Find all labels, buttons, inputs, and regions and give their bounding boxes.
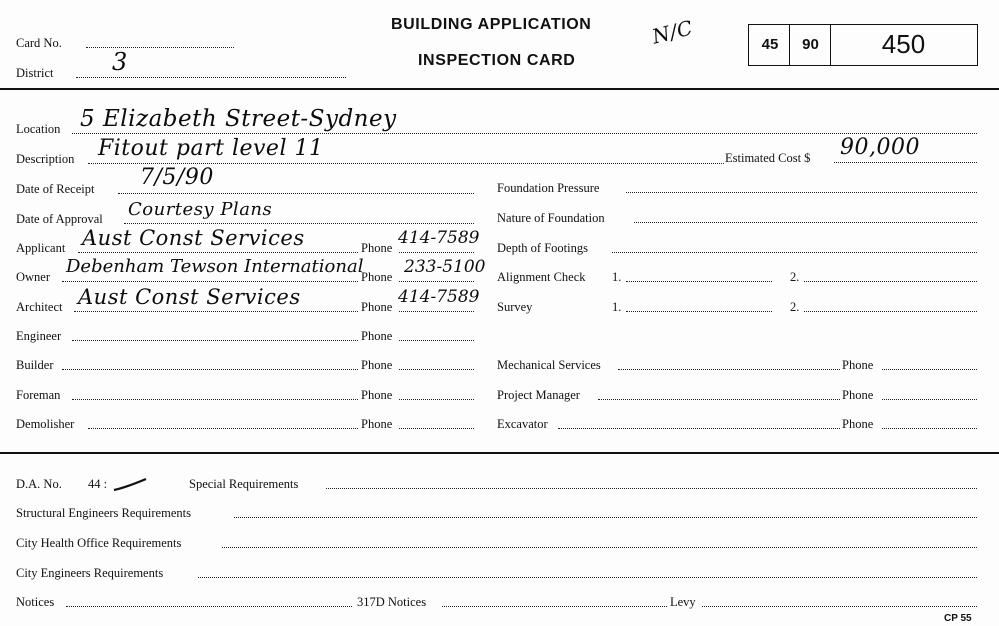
description-label: Description: [16, 152, 75, 166]
da-no-stroke-mark: [112, 476, 148, 494]
top-rule: [0, 88, 999, 90]
excavator-phone-line: [882, 428, 977, 429]
builder-phone-line: [399, 369, 474, 370]
depth-footings-label: Depth of Footings: [497, 241, 588, 255]
alignment-check-label: Alignment Check: [497, 270, 586, 284]
demolisher-line: [88, 428, 358, 429]
mechanical-phone-line: [882, 369, 977, 370]
demolisher-phone-line: [399, 428, 474, 429]
survey-item-2-line: [804, 311, 977, 312]
mechanical-services-line: [618, 369, 840, 370]
engineer-phone-label: Phone: [361, 329, 393, 343]
date-receipt-value: 7/5/90: [140, 165, 214, 190]
date-approval-value: Courtesy Plans: [128, 199, 273, 220]
levy-label: Levy: [670, 595, 696, 609]
excavator-phone-label: Phone: [842, 417, 874, 431]
location-label: Location: [16, 122, 61, 136]
builder-phone-label: Phone: [361, 358, 393, 372]
mechanical-phone-label: Phone: [842, 358, 874, 372]
engineers-requirements-line: [198, 577, 977, 578]
owner-phone-line: [399, 281, 474, 282]
description-value: Fitout part level 11: [98, 136, 324, 161]
owner-line: [62, 281, 358, 282]
project-manager-line: [598, 399, 840, 400]
survey-item-2-label: 2.: [790, 300, 800, 314]
architect-phone-value: 414-7589: [398, 287, 480, 307]
district-line: [76, 77, 346, 78]
architect-value: Aust Const Services: [78, 285, 301, 309]
foreman-phone-label: Phone: [361, 388, 393, 402]
engineers-requirements-label: City Engineers Requirements: [16, 566, 164, 580]
applicant-phone-label: Phone: [361, 241, 393, 255]
applicant-line: [78, 252, 358, 253]
applicant-phone-value: 414-7589: [398, 228, 480, 248]
estimated-cost-value: 90,000: [840, 135, 920, 160]
estimated-cost-line: [834, 162, 977, 163]
engineer-label: Engineer: [16, 329, 62, 343]
date-receipt-label: Date of Receipt: [16, 182, 95, 196]
foreman-line: [72, 399, 358, 400]
district-label: District: [16, 66, 54, 80]
description-line: [88, 163, 724, 164]
survey-item-1-label: 1.: [612, 300, 622, 314]
owner-phone-value: 233-5100: [404, 257, 486, 277]
applicant-label: Applicant: [16, 241, 66, 255]
alignment-item-1-label: 1.: [612, 270, 622, 284]
date-receipt-line: [118, 193, 474, 194]
notices-317d-label: 317D Notices: [357, 595, 427, 609]
nature-foundation-label: Nature of Foundation: [497, 211, 605, 225]
box-a-value: 45: [761, 36, 779, 53]
date-approval-line: [124, 223, 474, 224]
structural-requirements-line: [234, 517, 977, 518]
demolisher-label: Demolisher: [16, 417, 75, 431]
owner-label: Owner: [16, 270, 51, 284]
survey-label: Survey: [497, 300, 533, 314]
box-number-value: 450: [881, 29, 926, 59]
foundation-pressure-line: [626, 192, 977, 193]
foreman-label: Foreman: [16, 388, 61, 402]
depth-footings-line: [612, 252, 977, 253]
builder-label: Builder: [16, 358, 54, 372]
da-no-value: 44 :: [88, 477, 108, 491]
builder-line: [62, 369, 358, 370]
special-requirements-line: [326, 488, 977, 489]
architect-phone-label: Phone: [361, 300, 393, 314]
project-manager-phone-label: Phone: [842, 388, 874, 402]
form-code: CP 55: [944, 613, 972, 624]
health-requirements-line: [222, 547, 977, 548]
excavator-label: Excavator: [497, 417, 548, 431]
architect-line: [74, 311, 358, 312]
architect-phone-line: [399, 311, 474, 312]
notices-317d-line: [442, 606, 667, 607]
card-no-label: Card No.: [16, 36, 62, 50]
nature-foundation-line: [634, 222, 977, 223]
location-value: 5 Elizabeth Street-Sydney: [80, 106, 397, 132]
levy-line: [702, 606, 977, 607]
middle-rule: [0, 452, 999, 454]
owner-phone-label: Phone: [361, 270, 393, 284]
corner-mark: N/C: [649, 15, 696, 49]
owner-value: Debenham Tewson International: [66, 256, 364, 277]
applicant-phone-line: [399, 252, 474, 253]
survey-item-1-line: [626, 311, 772, 312]
demolisher-phone-label: Phone: [361, 417, 393, 431]
health-requirements-label: City Health Office Requirements: [16, 536, 182, 550]
engineer-phone-line: [399, 340, 474, 341]
foreman-phone-line: [399, 399, 474, 400]
estimated-cost-label: Estimated Cost $: [725, 151, 811, 165]
date-approval-label: Date of Approval: [16, 212, 103, 226]
title-line-2: INSPECTION CARD: [418, 52, 576, 69]
project-manager-phone-line: [882, 399, 977, 400]
alignment-item-2-label: 2.: [790, 270, 800, 284]
architect-label: Architect: [16, 300, 63, 314]
applicant-value: Aust Const Services: [82, 226, 305, 250]
structural-requirements-label: Structural Engineers Requirements: [16, 506, 191, 520]
alignment-item-2-line: [804, 281, 977, 282]
engineer-line: [72, 340, 358, 341]
title-line-1: BUILDING APPLICATION: [391, 16, 592, 33]
mechanical-services-label: Mechanical Services: [497, 358, 601, 372]
location-line: [72, 133, 977, 134]
district-value: 3: [112, 48, 128, 76]
da-no-label: D.A. No.: [16, 477, 62, 491]
foundation-pressure-label: Foundation Pressure: [497, 181, 600, 195]
alignment-item-1-line: [626, 281, 772, 282]
notices-label: Notices: [16, 595, 55, 609]
project-manager-label: Project Manager: [497, 388, 580, 402]
excavator-line: [558, 428, 840, 429]
box-b-value: 90: [802, 36, 819, 53]
card-no-line: [86, 47, 234, 48]
notices-line: [66, 606, 352, 607]
special-requirements-label: Special Requirements: [189, 477, 299, 491]
